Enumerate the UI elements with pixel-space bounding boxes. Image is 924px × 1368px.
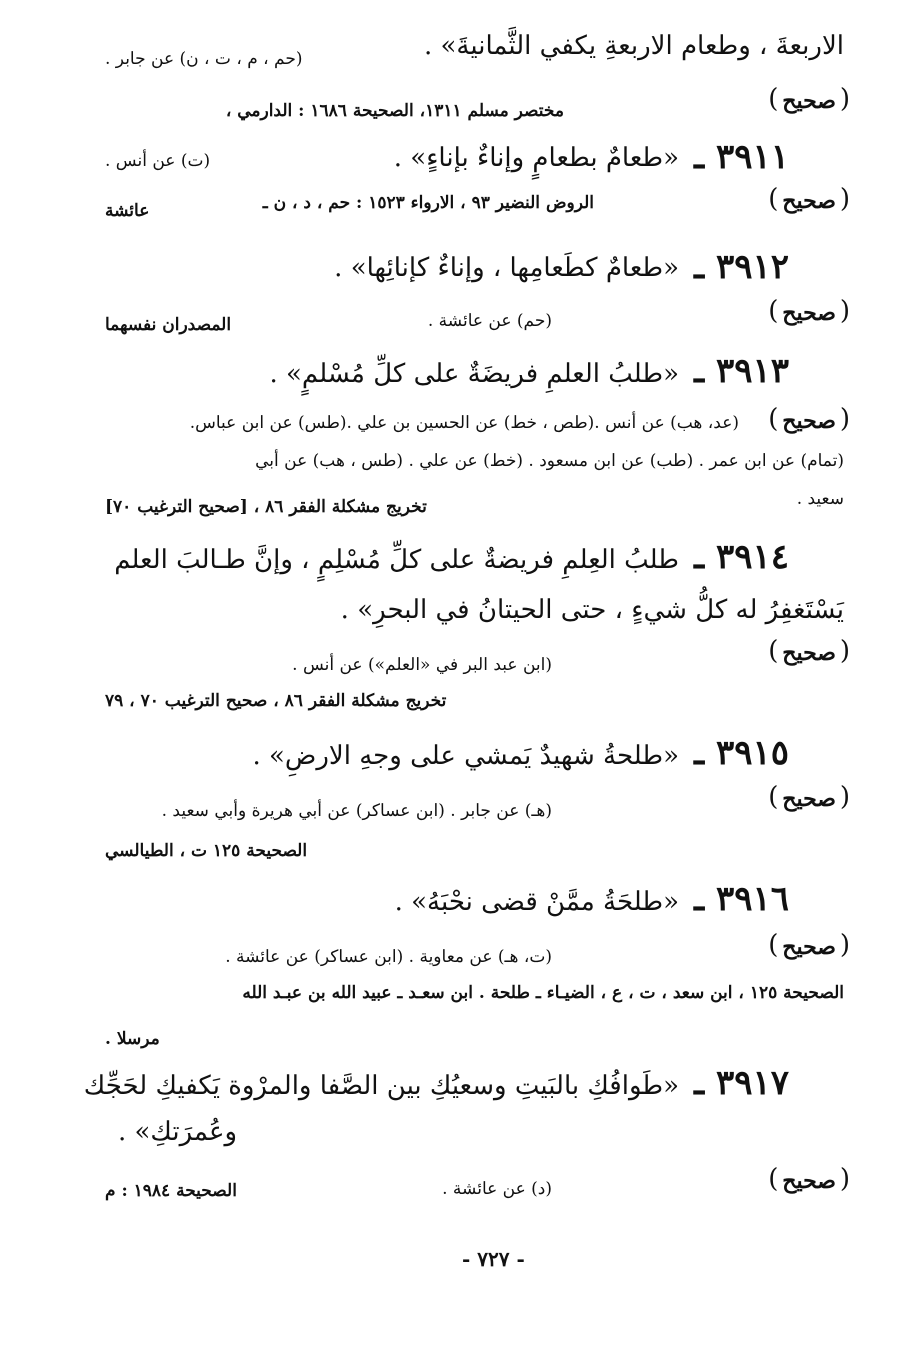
hadith-text-line: طلبُ العِلمِ فريضةٌ على كلِّ مُسْلِمٍ ، وإنَّ طـالبَ العلم: [114, 545, 679, 575]
grade-label: ( صحيح ): [774, 640, 844, 666]
hadith-number: ٣٩١٧ ـ: [694, 1063, 789, 1103]
grade-label: ( صحيح ): [774, 188, 844, 214]
hadith-source: (حم ، م ، ت ، ن) عن جابر .: [105, 49, 303, 69]
takhrij-reference: الصحيحة ١٩٨٤ : م: [105, 1181, 237, 1201]
takhrij-reference: تخريج مشكلة الفقر ٨٦ ، صحيح الترغيب ٧٠ ، ٧٩: [105, 691, 447, 711]
page-number: - ٧٢٧ -: [462, 1247, 525, 1271]
hadith-text-line: وعُمرَتكِ» .: [118, 1117, 238, 1147]
hadith-source: (د) عن عائشة .: [442, 1179, 552, 1199]
takhrij-reference: تخريج مشكلة الفقر ٨٦ ، [صحيح الترغيب ٧٠]: [105, 497, 427, 517]
hadith-source: سعيد .: [796, 489, 844, 509]
takhrij-reference: الصحيحة ١٢٥ ت ، الطيالسي: [105, 841, 308, 861]
hadith-source: (ابن عبد البر في «العلم») عن أنس .: [292, 655, 552, 675]
hadith-text-line: يَسْتَغفِرُ له كلُّ شيءٍ ، حتى الحيتانُ في البحرِ» .: [340, 595, 844, 625]
hadith-source: (حم) عن عائشة .: [427, 311, 552, 331]
hadith-number: ٣٩١٤ ـ: [694, 537, 789, 577]
grade-label: ( صحيح ): [774, 88, 844, 114]
takhrij-reference: الصحيحة ١٢٥ ، ابن سعد ، ت ، ع ، الضيـاء ـ طلحة . ابن سعـد ـ عبيد الله بن عبـد الله: [242, 983, 844, 1003]
takhrij-reference: الروض النضير ٩٣ ، الارواء ١٥٢٣ : حم ، د ، ن ـ: [262, 193, 594, 213]
hadith-number: ٣٩١٥ ـ: [694, 733, 789, 773]
hadith-number: ٣٩١٦ ـ: [694, 879, 789, 919]
hadith-text-line: «طلحَةُ ممَّنْ قضى نحْبَهُ» .: [394, 887, 679, 917]
takhrij-reference: المصدران نفسهما: [105, 315, 232, 335]
grade-label: ( صحيح ): [774, 1168, 844, 1194]
takhrij-reference: مرسلا .: [105, 1029, 160, 1049]
hadith-text-line: «طلحةُ شهيدٌ يَمشي على وجهِ الارضِ» .: [252, 741, 679, 771]
hadith-source: (ت، هـ) عن معاوية . (ابن عساكر) عن عائشة .: [225, 947, 552, 967]
grade-label: ( صحيح ): [774, 300, 844, 326]
hadith-text-line: «طعامٌ كطَعامِها ، وإناءٌ كإنائِها» .: [334, 253, 679, 283]
hadith-text-line: «طعامٌ بطعامٍ وإناءٌ بإناءٍ» .: [393, 143, 679, 173]
grade-label: ( صحيح ): [774, 408, 844, 434]
hadith-source: (هـ) عن جابر . (ابن عساكر) عن أبي هريرة وأبي سعيد .: [161, 801, 552, 821]
hadith-text-line: «طلبُ العلمِ فريضَةٌ على كلِّ مُسْلمٍ» .: [269, 359, 679, 389]
hadith-text-line: الاربعةَ ، وطعام الاربعةِ يكفي الثَّمانيةَ» .: [424, 31, 844, 61]
hadith-source: (ت) عن أنس .: [105, 151, 211, 171]
hadith-text-line: «طَوافُكِ بالبَيتِ وسعيُكِ بين الصَّفا والمرْوة يَكفيكِ لحَجِّك: [83, 1071, 679, 1101]
grade-label: ( صحيح ): [774, 786, 844, 812]
hadith-number: ٣٩١١ ـ: [694, 137, 789, 177]
hadith-number: ٣٩١٢ ـ: [694, 247, 789, 287]
hadith-number: ٣٩١٣ ـ: [694, 351, 789, 391]
takhrij-reference: عائشة: [105, 201, 150, 221]
takhrij-reference: مختصر مسلم ١٣١١، الصحيحة ١٦٨٦ : الدارمي ،: [225, 101, 564, 121]
hadith-source: (تمام) عن ابن عمر . (طب) عن ابن مسعود . (خط) عن علي . (طس ، هب) عن أبي: [255, 451, 844, 471]
grade-label: ( صحيح ): [774, 934, 844, 960]
hadith-source: (عد، هب) عن أنس .(طص ، خط) عن الحسين بن علي .(طس) عن ابن عباس.: [189, 413, 739, 433]
